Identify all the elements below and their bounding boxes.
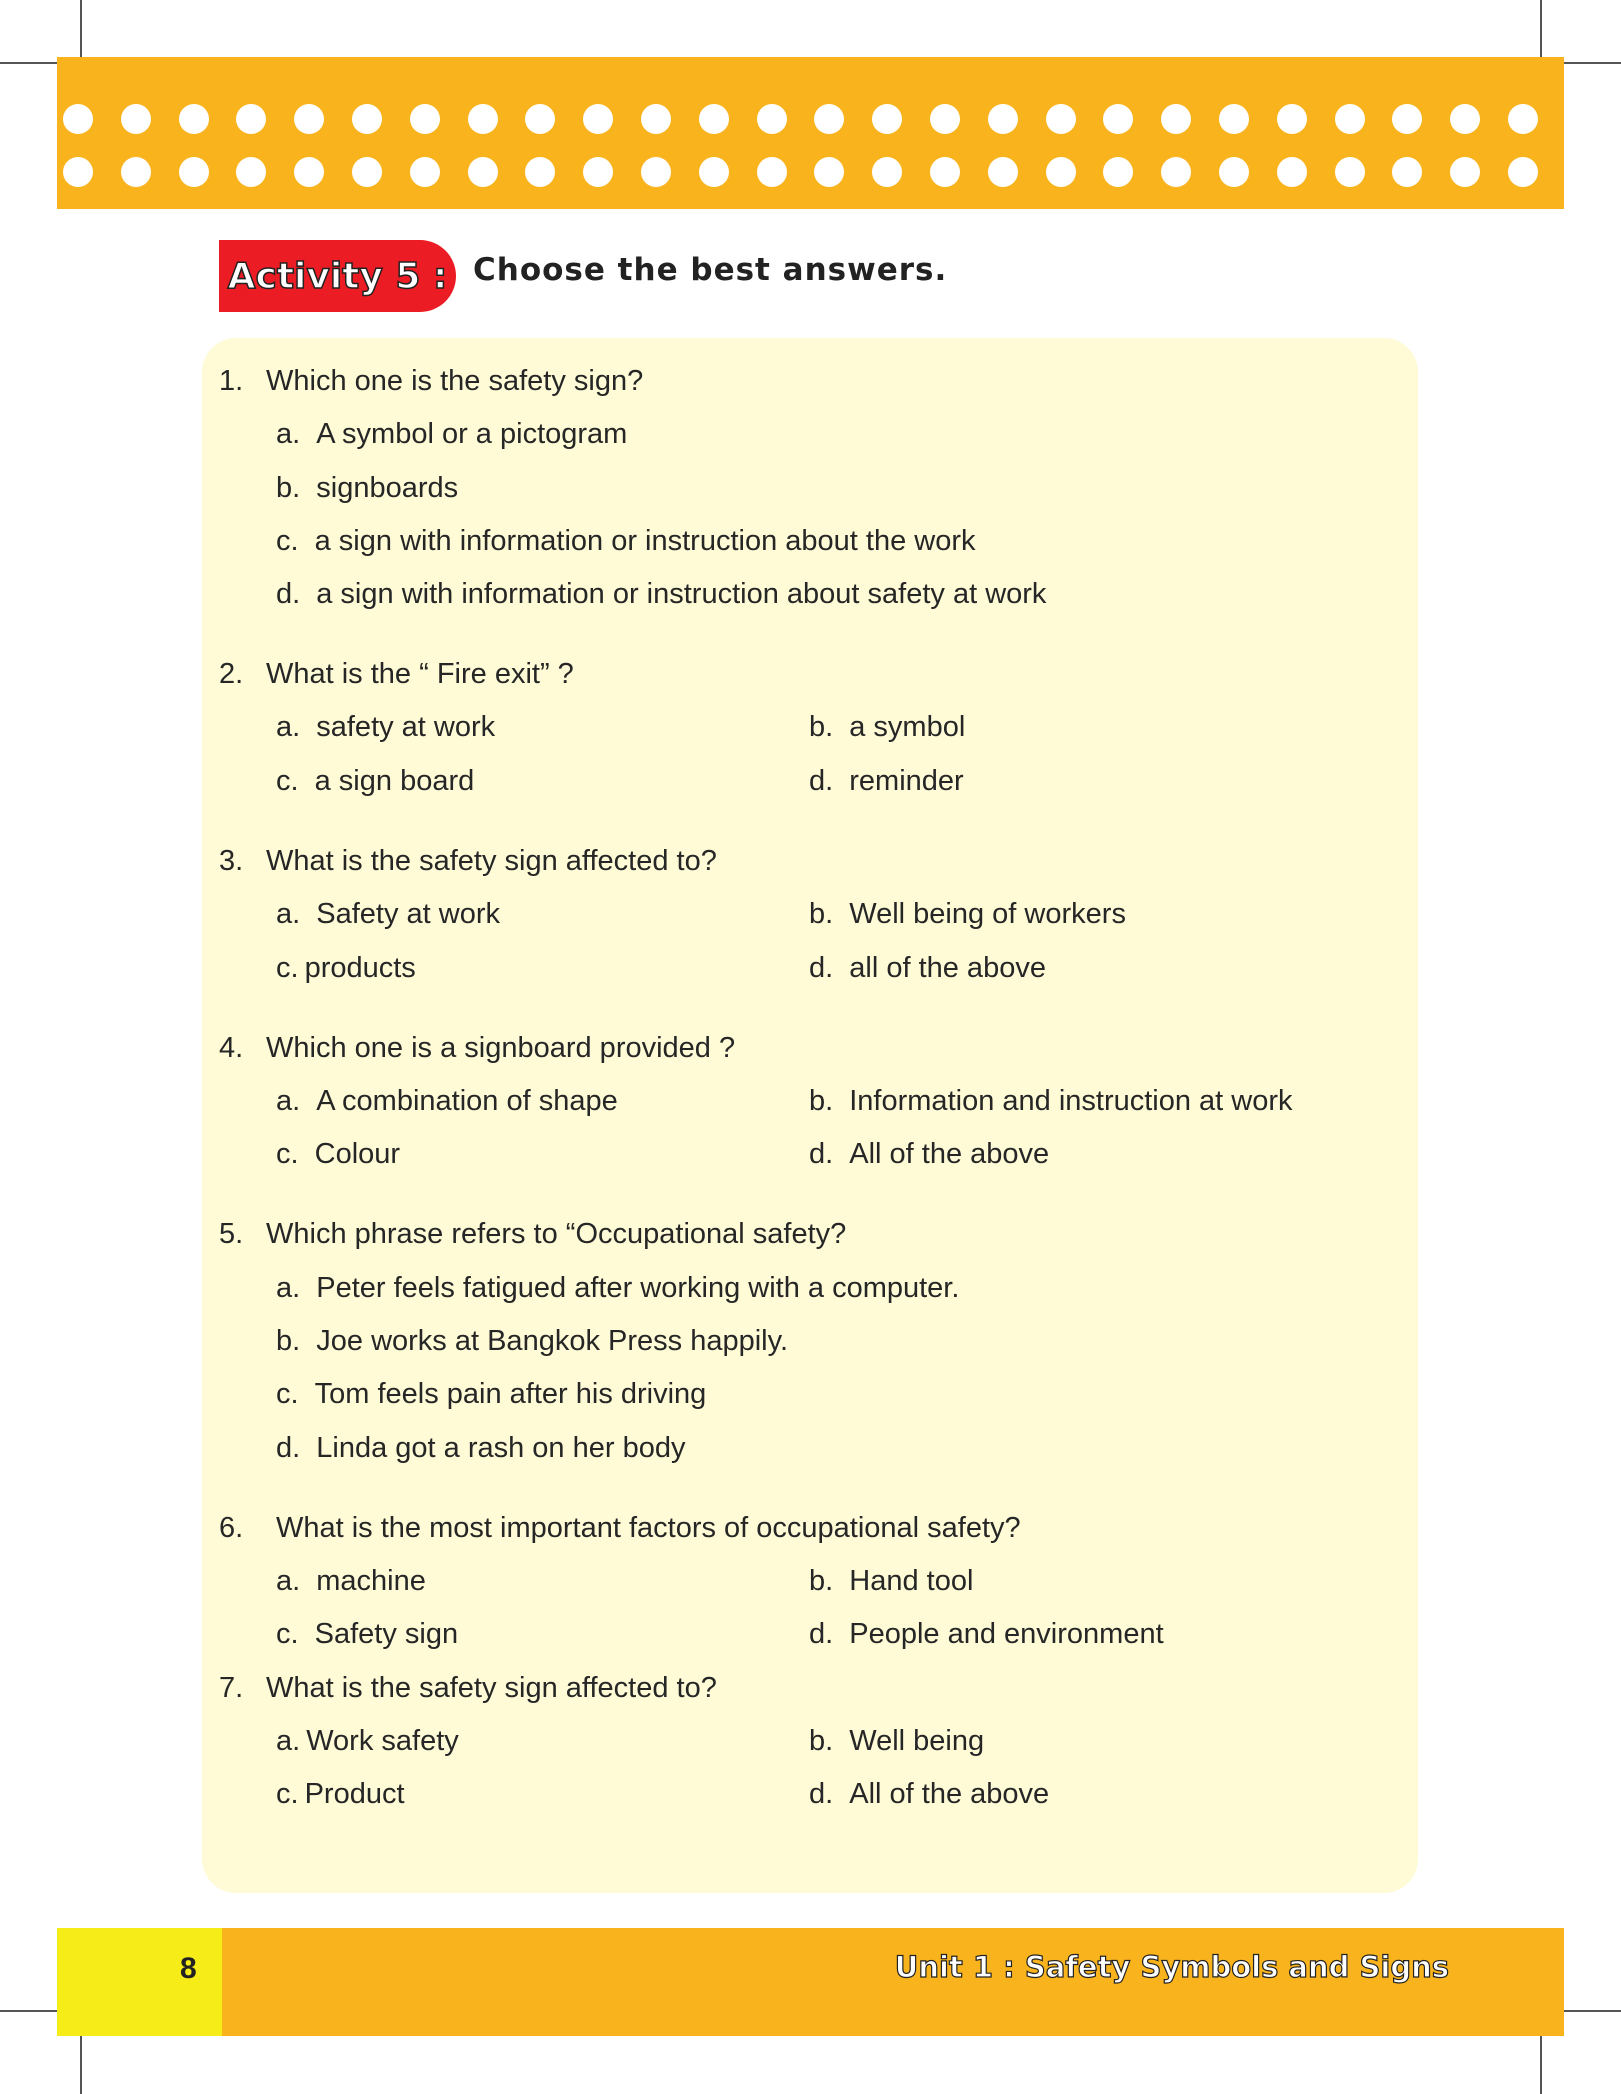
activity-badge-label: Activity 5 : — [227, 255, 448, 297]
activity-instruction: Choose the best answers. — [473, 252, 948, 288]
option: b. Hand tool — [809, 1565, 974, 1597]
question-text: What is the “ Fire exit” ? — [266, 658, 574, 690]
dot-decoration — [699, 157, 729, 187]
option: c. a sign with information or instruction about the work — [276, 525, 976, 557]
crop-mark — [1564, 62, 1621, 64]
dot-decoration — [872, 157, 902, 187]
option: d. People and environment — [809, 1618, 1164, 1650]
crop-mark — [1540, 2036, 1542, 2094]
dot-row — [57, 157, 1564, 191]
header-dotted-band — [57, 57, 1564, 209]
dot-decoration — [1103, 104, 1133, 134]
dot-decoration — [525, 157, 555, 187]
dot-decoration — [1335, 157, 1365, 187]
option: a. Safety at work — [276, 898, 500, 930]
question-4 — [219, 1030, 736, 1066]
dot-decoration — [236, 157, 266, 187]
crop-mark — [0, 2010, 58, 2012]
crop-mark — [1564, 2010, 1621, 2012]
dot-decoration — [1277, 104, 1307, 134]
question-text: Which one is a signboard provided ? — [266, 1032, 736, 1064]
option: d. All of the above — [809, 1138, 1050, 1170]
question-number: 5. — [219, 1218, 244, 1250]
dot-decoration — [410, 157, 440, 187]
dot-decoration — [757, 104, 787, 134]
dot-decoration — [294, 104, 324, 134]
option: c. Tom feels pain after his driving — [276, 1378, 707, 1410]
dot-decoration — [179, 104, 209, 134]
dot-decoration — [930, 157, 960, 187]
dot-decoration — [63, 104, 93, 134]
dot-decoration — [583, 104, 613, 134]
option: b. Information and instruction at work — [809, 1085, 1293, 1117]
question-text: Which phrase refers to “Occupational safety? — [266, 1218, 847, 1250]
option: d. all of the above — [809, 952, 1046, 984]
dot-decoration — [814, 157, 844, 187]
dot-row — [57, 104, 1564, 138]
crop-mark — [80, 0, 82, 62]
dot-decoration — [583, 157, 613, 187]
dot-decoration — [1450, 104, 1480, 134]
dot-decoration — [1392, 157, 1422, 187]
dot-decoration — [121, 157, 151, 187]
dot-decoration — [1219, 157, 1249, 187]
dot-decoration — [468, 104, 498, 134]
dot-decoration — [410, 104, 440, 134]
dot-decoration — [641, 104, 671, 134]
question-text: What is the most important factors of occupational safety? — [276, 1512, 1021, 1544]
question-number: 7. — [219, 1672, 244, 1704]
activity-badge — [219, 240, 456, 312]
dot-decoration — [988, 104, 1018, 134]
dot-decoration — [1046, 157, 1076, 187]
option: c. Product — [276, 1778, 405, 1810]
dot-decoration — [1335, 104, 1365, 134]
option: c. a sign board — [276, 765, 475, 797]
dot-decoration — [1392, 104, 1422, 134]
dot-decoration — [1103, 157, 1133, 187]
dot-decoration — [1046, 104, 1076, 134]
dot-decoration — [352, 157, 382, 187]
dot-decoration — [236, 104, 266, 134]
option: a. Peter feels fatigued after working with a computer. — [276, 1272, 960, 1304]
option: d. a sign with information or instruction about safety at work — [276, 578, 1047, 610]
page-number: 8 — [180, 1952, 197, 1985]
option: a. A symbol or a pictogram — [276, 418, 628, 450]
question-6 — [219, 1510, 1021, 1546]
dot-decoration — [641, 157, 671, 187]
question-number: 3. — [219, 845, 244, 877]
question-number: 1. — [219, 365, 244, 397]
question-text: What is the safety sign affected to? — [266, 1672, 717, 1704]
dot-decoration — [699, 104, 729, 134]
crop-mark — [0, 62, 58, 64]
unit-title: Unit 1 : Safety Symbols and Signs — [894, 1950, 1449, 1984]
question-number: 4. — [219, 1032, 244, 1064]
option: a. safety at work — [276, 711, 496, 743]
dot-decoration — [1450, 157, 1480, 187]
question-text: Which one is the safety sign? — [266, 365, 644, 397]
dot-decoration — [525, 104, 555, 134]
question-3 — [219, 843, 717, 879]
option: b. Well being of workers — [809, 898, 1126, 930]
option: b. Well being — [809, 1725, 985, 1757]
option: b. signboards — [276, 472, 459, 504]
dot-decoration — [1161, 157, 1191, 187]
option: c. Colour — [276, 1138, 401, 1170]
page-number-box — [57, 1928, 222, 2036]
dot-decoration — [468, 157, 498, 187]
option: d. Linda got a rash on her body — [276, 1432, 686, 1464]
dot-decoration — [757, 157, 787, 187]
option: b. a symbol — [809, 711, 966, 743]
crop-mark — [80, 2036, 82, 2094]
dot-decoration — [294, 157, 324, 187]
dot-decoration — [1508, 104, 1538, 134]
dot-decoration — [121, 104, 151, 134]
option: a. A combination of shape — [276, 1085, 618, 1117]
question-7 — [219, 1670, 717, 1706]
question-2 — [219, 656, 574, 692]
dot-decoration — [930, 104, 960, 134]
dot-decoration — [63, 157, 93, 187]
dot-decoration — [872, 104, 902, 134]
option: d. All of the above — [809, 1778, 1050, 1810]
option: c. products — [276, 952, 416, 984]
question-5 — [219, 1216, 847, 1252]
dot-decoration — [1508, 157, 1538, 187]
dot-decoration — [352, 104, 382, 134]
question-text: What is the safety sign affected to? — [266, 845, 717, 877]
dot-decoration — [1277, 157, 1307, 187]
dot-decoration — [179, 157, 209, 187]
question-number: 6. — [219, 1512, 244, 1544]
dot-decoration — [988, 157, 1018, 187]
question-number: 2. — [219, 658, 244, 690]
dot-decoration — [814, 104, 844, 134]
question-1 — [219, 363, 644, 399]
option: c. Safety sign — [276, 1618, 459, 1650]
option: b. Joe works at Bangkok Press happily. — [276, 1325, 788, 1357]
dot-decoration — [1161, 104, 1191, 134]
option: a. Work safety — [276, 1725, 459, 1757]
dot-decoration — [1219, 104, 1249, 134]
crop-mark — [1540, 0, 1542, 62]
option: d. reminder — [809, 765, 964, 797]
option: a. machine — [276, 1565, 426, 1597]
